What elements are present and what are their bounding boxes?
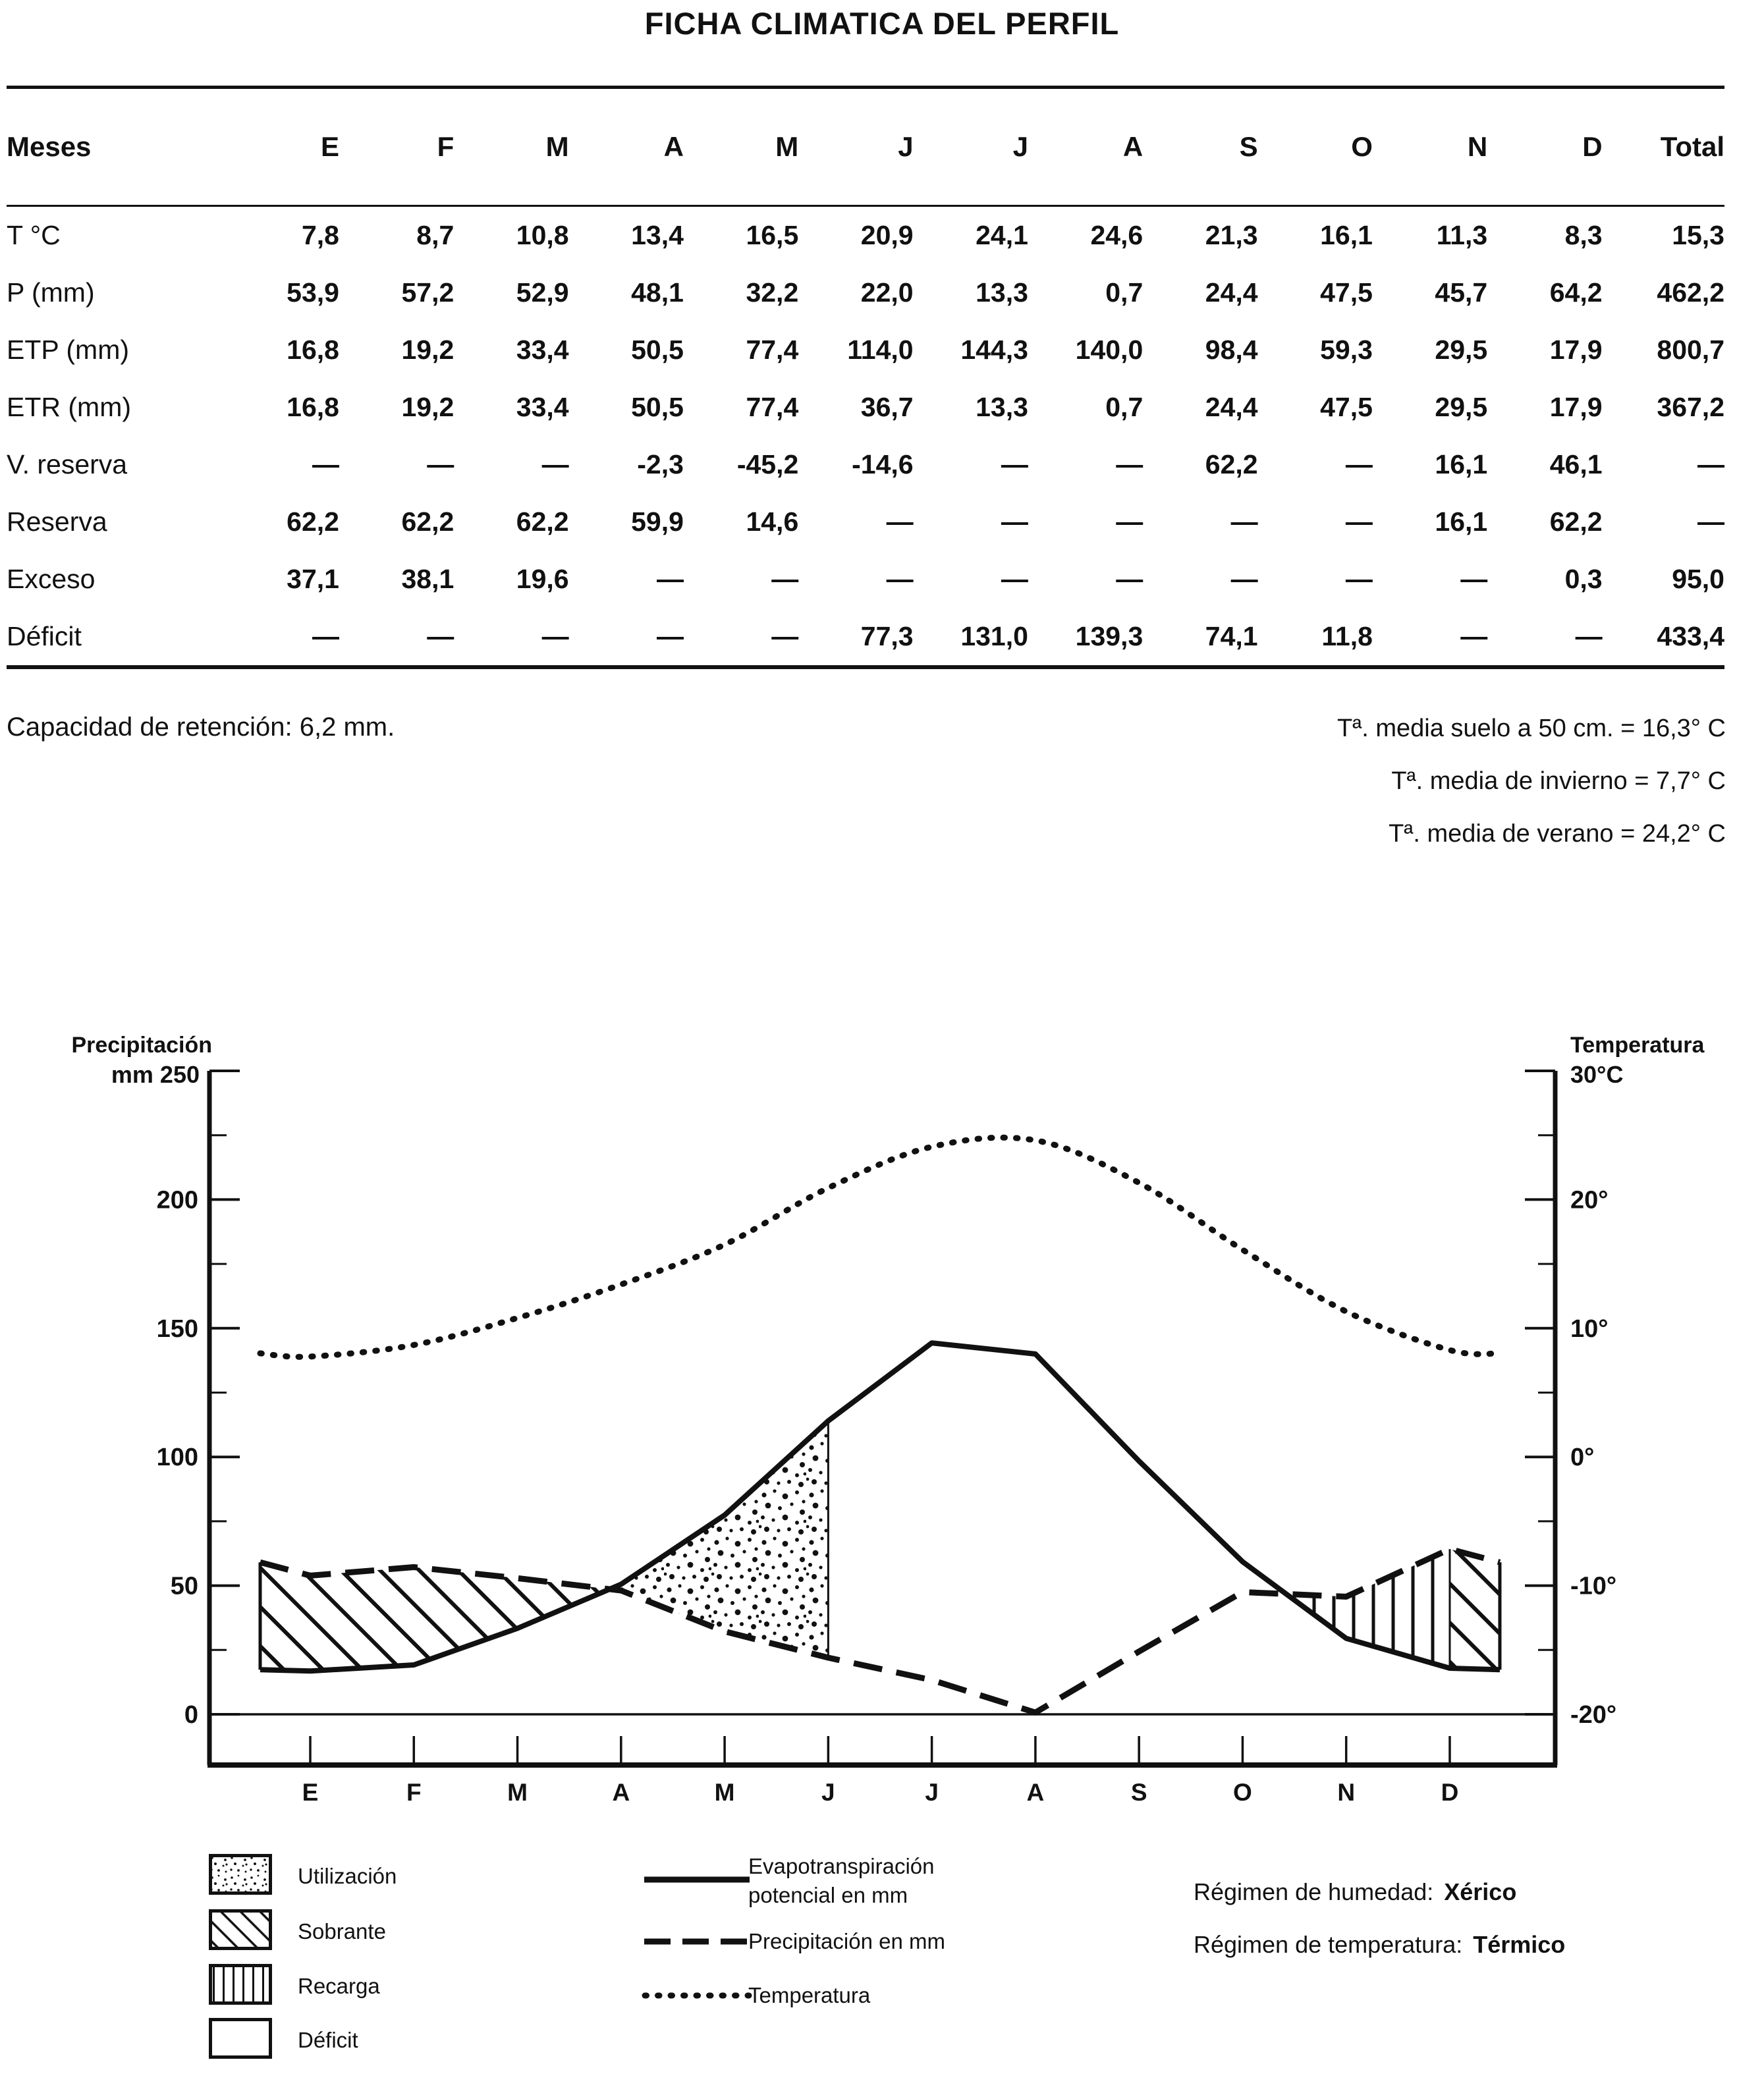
temperature-curve	[260, 1137, 1500, 1357]
table-header-meses: Meses	[7, 131, 92, 162]
table-cell: 15,3	[1672, 220, 1724, 250]
table-cell: 114,0	[847, 335, 914, 365]
table-cell: —	[1345, 449, 1373, 479]
table-cell: 77,4	[746, 335, 799, 365]
table-cell: 462,2	[1657, 277, 1724, 308]
table-cell: 19,2	[401, 392, 455, 422]
deficit-swatch	[209, 2018, 272, 2059]
table-cell: 38,1	[401, 564, 455, 594]
table-cell: 8,3	[1564, 220, 1603, 250]
region-sobrante-december	[1450, 1549, 1500, 1670]
table-cell: —	[1345, 506, 1373, 537]
month-label: M	[507, 1779, 528, 1806]
legend-label-utilizacion: Utilización	[298, 1864, 397, 1888]
region-recarga	[1286, 1549, 1450, 1668]
left-tick-label: 150	[156, 1315, 198, 1343]
table-cell: 52,9	[516, 277, 569, 308]
table-cell: 33,4	[516, 335, 569, 365]
table-cell: 20,9	[860, 220, 914, 250]
table-cell: —	[1001, 506, 1028, 537]
temperature-notes	[1337, 702, 1726, 860]
table-cell: 16,8	[287, 392, 339, 422]
table-cell: -2,3	[637, 449, 684, 479]
table-cell: 62,2	[516, 506, 569, 537]
month-label: S	[1130, 1779, 1147, 1806]
table-cell: 32,2	[746, 277, 799, 308]
climate-table	[7, 86, 1724, 669]
table-header-S: S	[1239, 131, 1258, 162]
table-cell: 16,1	[1435, 506, 1488, 537]
table-cell: —	[1116, 506, 1144, 537]
table-cell: —	[1575, 621, 1603, 651]
table-cell: 13,3	[976, 392, 1028, 422]
table-cell: 53,9	[287, 277, 339, 308]
table-header-F: F	[437, 131, 455, 162]
table-cell: 57,2	[401, 277, 455, 308]
row-label: ETP (mm)	[7, 335, 130, 365]
table-cell: —	[1001, 564, 1028, 594]
table-cell: 33,4	[516, 392, 569, 422]
table-cell: -14,6	[852, 449, 914, 479]
month-label: F	[406, 1779, 422, 1806]
utilizacion-swatch	[209, 1854, 272, 1895]
table-cell: 139,3	[1075, 621, 1144, 651]
right-axis-title: Temperatura	[1570, 1033, 1705, 1058]
table-cell: 19,6	[516, 564, 569, 594]
table-cell: 29,5	[1435, 335, 1488, 365]
left-tick-label: 0	[184, 1701, 198, 1729]
table-row	[7, 608, 1724, 667]
table-cell: 24,4	[1205, 392, 1258, 422]
table-cell: —	[541, 449, 569, 479]
table-cell: —	[1230, 564, 1258, 594]
humidity-regime-label: Régimen de humedad:	[1194, 1878, 1434, 1905]
table-cell: 62,2	[1205, 449, 1258, 479]
table-cell: 11,3	[1436, 220, 1488, 250]
table-cell: 0,7	[1105, 277, 1144, 308]
note-summer-temp: Tª. media de verano = 24,2° C	[1389, 820, 1726, 848]
table-cell: —	[1697, 449, 1724, 479]
row-label: ETR (mm)	[7, 392, 132, 422]
legend-label-sobrante: Sobrante	[298, 1919, 386, 1944]
table-cell: —	[541, 621, 569, 651]
table-row	[7, 379, 1724, 436]
table-header-J: J	[1012, 131, 1028, 162]
table-cell: 19,2	[401, 335, 455, 365]
table-cell: 48,1	[631, 277, 684, 308]
sobrante-swatch	[209, 1909, 272, 1950]
table-row	[7, 551, 1724, 608]
table-cell: 24,4	[1205, 277, 1258, 308]
left-axis-title: Precipitación	[71, 1033, 212, 1058]
table-row	[7, 321, 1724, 379]
table-cell: 17,9	[1549, 392, 1603, 422]
row-label: Déficit	[7, 621, 82, 651]
table-cell: 11,8	[1321, 621, 1373, 651]
table-cell: 98,4	[1205, 335, 1258, 365]
note-soil-temp: Tª. media suelo a 50 cm. = 16,3° C	[1337, 715, 1726, 742]
table-cell: 62,2	[401, 506, 455, 537]
table-cell: —	[1345, 564, 1373, 594]
legend-label-etp-line: Evapotranspiración potencial en mm	[748, 1854, 935, 1907]
table-cell: 8,7	[416, 220, 455, 250]
month-label: N	[1337, 1779, 1356, 1806]
table-cell: —	[1001, 449, 1028, 479]
temperature-regime-value: Térmico	[1473, 1931, 1566, 1958]
month-label: A	[612, 1779, 630, 1806]
table-cell: 24,1	[976, 220, 1028, 250]
row-label: Exceso	[7, 564, 96, 594]
month-label: M	[714, 1779, 735, 1806]
left-tick-label: 200	[156, 1186, 198, 1214]
table-cell: 16,8	[287, 335, 339, 365]
table-cell: 36,7	[860, 392, 914, 422]
table-header-O: O	[1351, 131, 1373, 162]
table-cell: —	[427, 621, 455, 651]
table-cell: 77,3	[860, 621, 914, 651]
table-row	[7, 206, 1724, 265]
table-cell: 10,8	[516, 220, 569, 250]
month-label: O	[1233, 1779, 1252, 1806]
table-cell: 17,9	[1549, 335, 1603, 365]
table-cell: —	[1460, 564, 1488, 594]
table-cell: —	[886, 564, 914, 594]
month-label: A	[1026, 1779, 1045, 1806]
humidity-regime	[1194, 1878, 1516, 1906]
table-cell: 13,4	[631, 220, 684, 250]
legend-label-deficit: Déficit	[298, 2028, 358, 2052]
table-cell: —	[656, 621, 684, 651]
table-row	[7, 436, 1724, 493]
table-cell: —	[656, 564, 684, 594]
table-cell: 45,7	[1435, 277, 1488, 308]
table-header-J: J	[898, 131, 914, 162]
table-cell: 50,5	[631, 392, 684, 422]
table-cell: 14,6	[746, 506, 799, 537]
table-cell: 37,1	[287, 564, 339, 594]
precipitation-line-sample	[641, 1936, 753, 1947]
table-cell: 59,3	[1320, 335, 1373, 365]
table-cell: —	[1460, 621, 1488, 651]
table-cell: —	[1230, 506, 1258, 537]
table-cell: 0,3	[1564, 564, 1603, 594]
climate-table-wrap	[7, 86, 1724, 669]
table-cell: —	[1116, 564, 1144, 594]
table-cell: 29,5	[1435, 392, 1488, 422]
table-cell: —	[427, 449, 455, 479]
table-cell: 433,4	[1657, 621, 1724, 651]
climograph-chart	[0, 1014, 1764, 1831]
table-cell: 59,9	[631, 506, 684, 537]
table-cell: 46,1	[1549, 449, 1603, 479]
row-label: P (mm)	[7, 277, 95, 308]
table-cell: 16,1	[1320, 220, 1373, 250]
table-cell: 47,5	[1320, 392, 1373, 422]
right-tick-label: -20°	[1570, 1701, 1617, 1729]
legend-label-recarga: Recarga	[298, 1974, 380, 1998]
table-cell: —	[312, 449, 339, 479]
region-utilizacion	[610, 1421, 829, 1658]
right-axis-top-label: 30°C	[1570, 1061, 1624, 1088]
table-header-A: A	[663, 131, 684, 162]
row-label: T °C	[7, 220, 61, 250]
table-cell: 13,3	[976, 277, 1028, 308]
table-cell: 800,7	[1657, 335, 1724, 365]
table-header-M: M	[775, 131, 799, 162]
table-cell: —	[1697, 506, 1724, 537]
table-cell: —	[771, 564, 799, 594]
table-cell: —	[886, 506, 914, 537]
note-winter-temp: Tª. media de invierno = 7,7° C	[1391, 767, 1726, 795]
table-cell: 62,2	[1549, 506, 1603, 537]
temperature-regime	[1194, 1931, 1565, 1959]
right-tick-label: 10°	[1570, 1315, 1609, 1343]
legend-label-precipitation-line: Precipitación en mm	[748, 1929, 945, 1953]
row-label: V. reserva	[7, 449, 128, 479]
row-label: Reserva	[7, 506, 107, 537]
right-tick-label: 20°	[1570, 1186, 1609, 1214]
temperature-line-sample	[641, 1990, 753, 2001]
table-cell: 16,5	[746, 220, 799, 250]
table-cell: —	[771, 621, 799, 651]
table-row	[7, 264, 1724, 321]
table-cell: 0,7	[1105, 392, 1144, 422]
table-cell: -45,2	[736, 449, 799, 479]
table-cell: 64,2	[1549, 277, 1603, 308]
table-cell: 50,5	[631, 335, 684, 365]
table-cell: 7,8	[301, 220, 339, 250]
table-cell: 144,3	[960, 335, 1028, 365]
table-header-M: M	[545, 131, 569, 162]
table-cell: 367,2	[1657, 392, 1724, 422]
left-axis-top-label: mm 250	[111, 1061, 200, 1088]
table-cell: 22,0	[860, 277, 914, 308]
humidity-regime-value: Xérico	[1444, 1878, 1517, 1905]
table-cell: 140,0	[1075, 335, 1144, 365]
table-cell: 77,4	[746, 392, 799, 422]
table-header-row	[7, 88, 1724, 206]
temperature-regime-label: Régimen de temperatura:	[1194, 1931, 1463, 1958]
table-cell: 95,0	[1672, 564, 1724, 594]
table-header-A: A	[1122, 131, 1144, 162]
table-cell: 74,1	[1205, 621, 1258, 651]
table-header-D: D	[1582, 131, 1603, 162]
month-label: J	[821, 1779, 835, 1806]
table-cell: 24,6	[1090, 220, 1144, 250]
left-tick-label: 50	[170, 1572, 198, 1600]
table-cell: 47,5	[1320, 277, 1373, 308]
legend-label-temperature-line: Temperatura	[748, 1983, 871, 2007]
table-cell: —	[1116, 449, 1144, 479]
table-cell: 21,3	[1205, 220, 1258, 250]
table-header-E: E	[320, 131, 339, 162]
table-cell: 131,0	[960, 621, 1028, 651]
month-label: D	[1441, 1779, 1459, 1806]
etp-line-sample	[641, 1874, 753, 1885]
table-cell: 62,2	[287, 506, 339, 537]
table-row	[7, 493, 1724, 551]
page-title: FICHA CLIMATICA DEL PERFIL	[644, 6, 1120, 41]
right-tick-label: -10°	[1570, 1572, 1617, 1600]
table-cell: —	[312, 621, 339, 651]
month-label: J	[925, 1779, 939, 1806]
retention-note: Capacidad de retención: 6,2 mm.	[7, 713, 395, 742]
right-tick-label: 0°	[1570, 1444, 1595, 1472]
month-label: E	[302, 1779, 319, 1806]
table-header-N: N	[1467, 131, 1488, 162]
recarga-swatch	[209, 1964, 272, 2005]
table-cell: 16,1	[1435, 449, 1488, 479]
table-header-Total: Total	[1660, 131, 1724, 162]
left-tick-label: 100	[156, 1444, 198, 1472]
